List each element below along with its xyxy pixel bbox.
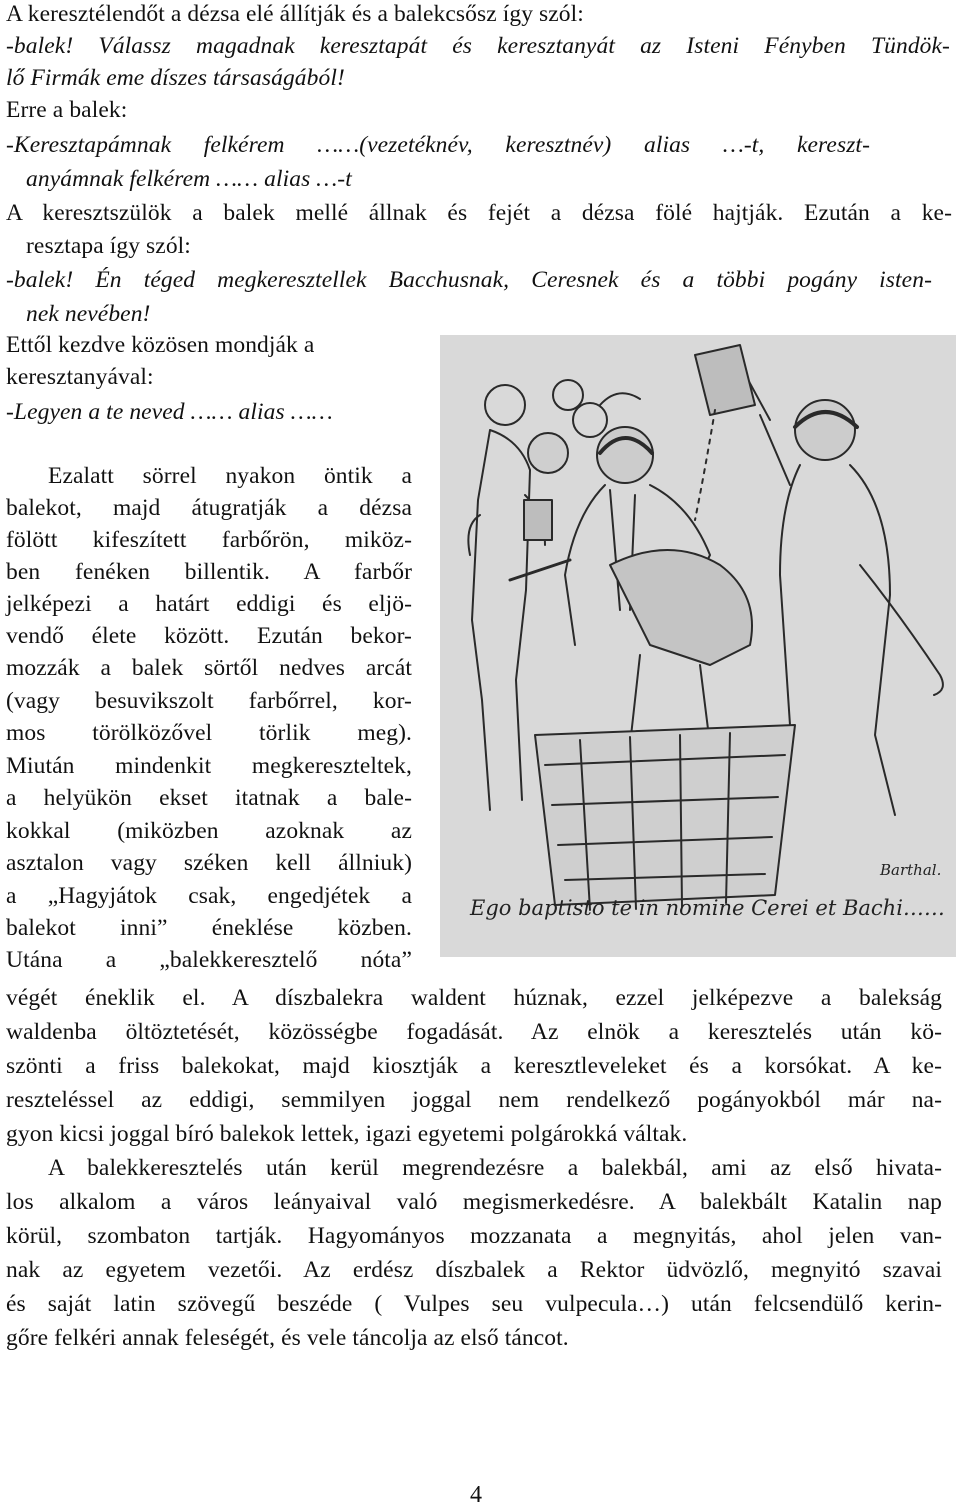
text-line: mos törölközővel törlik meg). — [6, 720, 412, 746]
text-line: Utána a „balekkeresztelő nóta” — [6, 947, 412, 973]
text-line: (vagy besuvikszolt farbőrrel, kor- — [6, 688, 412, 714]
text-line: A keresztszülök a balek mellé állnak és fejét a dézsa fölé hajtják. Ezután a ke- — [6, 200, 952, 226]
text-line: Miután mindenkit megkereszteltek, — [6, 753, 412, 779]
page-number: 4 — [470, 1482, 482, 1508]
text-line: nak az egyetem vezetői. Az erdész díszbalek a Rektor üdvözlő, megnyitó szavai — [6, 1257, 942, 1283]
text-line: -Legyen a te neved …… alias …… — [6, 399, 333, 425]
text-line: kokkal (miközben azoknak az — [6, 818, 412, 844]
text-line: végét éneklik el. A díszbalekra waldent húznak, ezzel jelképezve a balekság — [6, 985, 942, 1011]
text-line: a „Hagyjátok csak, engedjétek a — [6, 883, 412, 909]
text-line: gyon kicsi joggal bíró balekok lettek, igazi egyetemi polgárokká váltak. — [6, 1121, 688, 1147]
text-line: a helyükön ekset itatnak a bale- — [6, 785, 412, 811]
text-line: A balekkeresztelés után kerül megrendezésre a balekbál, ami az első hivata- — [48, 1155, 942, 1181]
text-line: anyámnak felkérem …… alias …-t — [26, 166, 352, 192]
text-line: ben fenéken billentik. A farbőr — [6, 559, 412, 585]
text-line: los alkalom a város leányaival való megismerkedésre. A balekbált Katalin nap — [6, 1189, 942, 1215]
text-line: -balek! Válassz magadnak keresztapát és keresztanyát az Isteni Fényben Tündök- — [6, 33, 950, 59]
text-line: Erre a balek: — [6, 97, 128, 123]
text-line: resztapa így szól: — [26, 233, 191, 259]
text-line: Ezalatt sörrel nyakon öntik a — [48, 463, 412, 489]
text-line: waldenba öltöztetését, közösségbe fogadását. Az elnök a keresztelés után kö- — [6, 1019, 942, 1045]
text-line: keresztanyával: — [6, 364, 154, 390]
text-line: reszteléssel az eddigi, semmilyen joggal nem rendelkező pogányokból már na- — [6, 1087, 942, 1113]
text-line: lő Firmák eme díszes társaságából! — [6, 65, 345, 91]
text-line: mozzák a balek sörtől nedves arcát — [6, 655, 412, 681]
text-line: nek nevében! — [26, 301, 151, 327]
illustration-caption: Ego baptisto te in nomine Cerei et Bachi…… — [470, 896, 945, 920]
text-line: szönti a friss balekokat, majd kiosztják a keresztleveleket és a korsókat. A ke- — [6, 1053, 942, 1079]
text-line: fölött kifeszített farbőrön, miköz- — [6, 527, 412, 553]
text-line: körül, szombaton tartják. Hagyományos mozzanata a megnyitás, ahol jelen van- — [6, 1223, 942, 1249]
text-line: vendő élete között. Ezután bekor- — [6, 623, 412, 649]
artist-signature: Barthal. — [880, 861, 942, 879]
text-line: -Keresztapámnak felkérem ……(vezetéknév, keresztnév) alias …-t, kereszt- — [6, 132, 870, 158]
baptism-illustration — [440, 335, 956, 957]
text-line: jelképezi a határt eddigi és eljö- — [6, 591, 412, 617]
text-line: gőre felkéri annak feleségét, és vele táncolja az első táncot. — [6, 1325, 569, 1351]
text-line: és saját latin szövegű beszéde ( Vulpes seu vulpecula…) után felcsendülő kerin- — [6, 1291, 942, 1317]
illustration-drawing — [440, 335, 956, 957]
text-line: Ettől kezdve közösen mondják a — [6, 332, 315, 358]
text-line: -balek! Én téged megkeresztellek Bacchusnak, Ceresnek és a többi pogány isten- — [6, 267, 932, 293]
text-line: balekot inni” éneklése közben. — [6, 915, 412, 941]
text-line: A keresztélendőt a dézsa elé állítják és a balekcsősz így szól: — [6, 1, 584, 27]
text-line: balekot, majd átugratják a dézsa — [6, 495, 412, 521]
text-line: asztalon vagy széken kell állniuk) — [6, 850, 412, 876]
